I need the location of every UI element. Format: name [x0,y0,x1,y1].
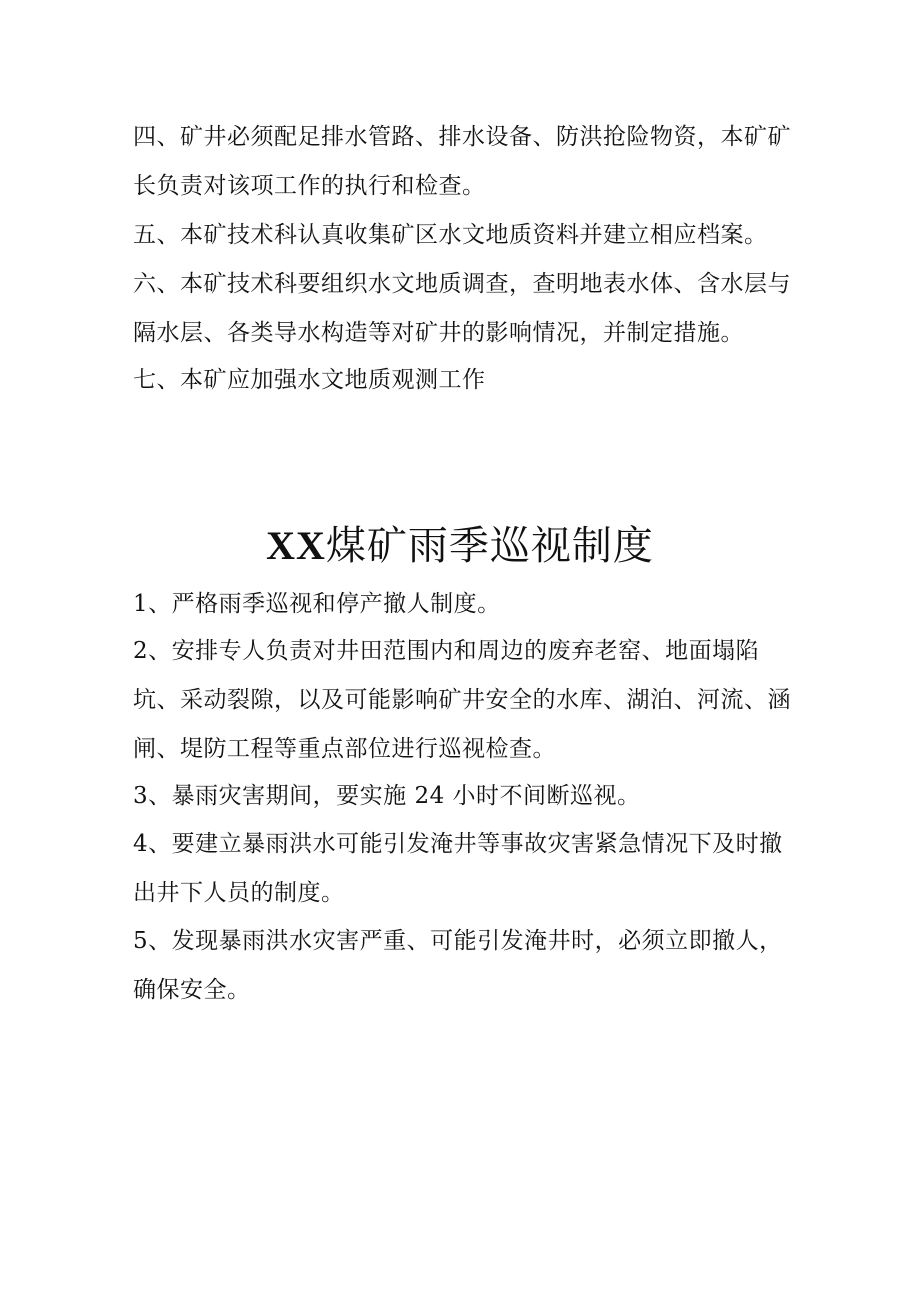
title-prefix: XX [266,523,326,568]
clause-6-line-1: 六、本矿技术科要组织水文地质调查，查明地表水体、含水层与 [133,271,791,297]
rule-1-line-1: 1、严格雨季巡视和停产撤人制度。 [133,591,501,617]
rule-2 [133,627,793,774]
clause-6 [133,260,793,358]
clause-4 [133,113,793,211]
clause-5-line-1: 五、本矿技术科认真收集矿区水文地质资料并建立相应档案。 [133,222,768,248]
clause-5 [133,211,793,260]
rule-4-line-1: 4、要建立暴雨洪水可能引发淹井等事故灾害紧急情况下及时撤 [133,831,783,857]
clause-4-line-2: 长负责对该项工作的执行和检查。 [133,173,486,199]
rule-5 [133,917,793,1015]
rule-5-line-1: 5、发现暴雨洪水灾害严重、可能引发淹井时，必须立即撤人， [133,928,783,954]
rule-1 [133,580,793,629]
title-text: 煤矿雨季巡视制度 [325,523,654,569]
document-title [0,518,920,574]
rule-2-line-2: 坑、采动裂隙，以及可能影响矿井安全的水库、湖泊、河流、涵 [133,687,791,713]
clause-4-line-1: 四、矿井必须配足排水管路、排水设备、防洪抢险物资，本矿矿 [133,124,791,150]
rule-2-line-1: 2、安排专人负责对井田范围内和周边的废弃老窑、地面塌陷 [133,638,760,664]
rule-4 [133,820,793,918]
clause-6-line-2: 隔水层、各类导水构造等对矿井的影响情况，并制定措施。 [133,320,744,346]
rule-4-line-2: 出井下人员的制度。 [133,880,345,906]
clause-7 [133,356,793,405]
clause-7-line-1: 七、本矿应加强水文地质观测工作 [133,367,486,393]
rule-3 [133,772,793,821]
rule-2-line-3: 闸、堤防工程等重点部位进行巡视检查。 [133,736,556,762]
rule-5-line-2: 确保安全。 [133,977,251,1003]
rule-3-line-1: 3、暴雨灾害期间，要实施 24 小时不间断巡视。 [133,783,641,809]
